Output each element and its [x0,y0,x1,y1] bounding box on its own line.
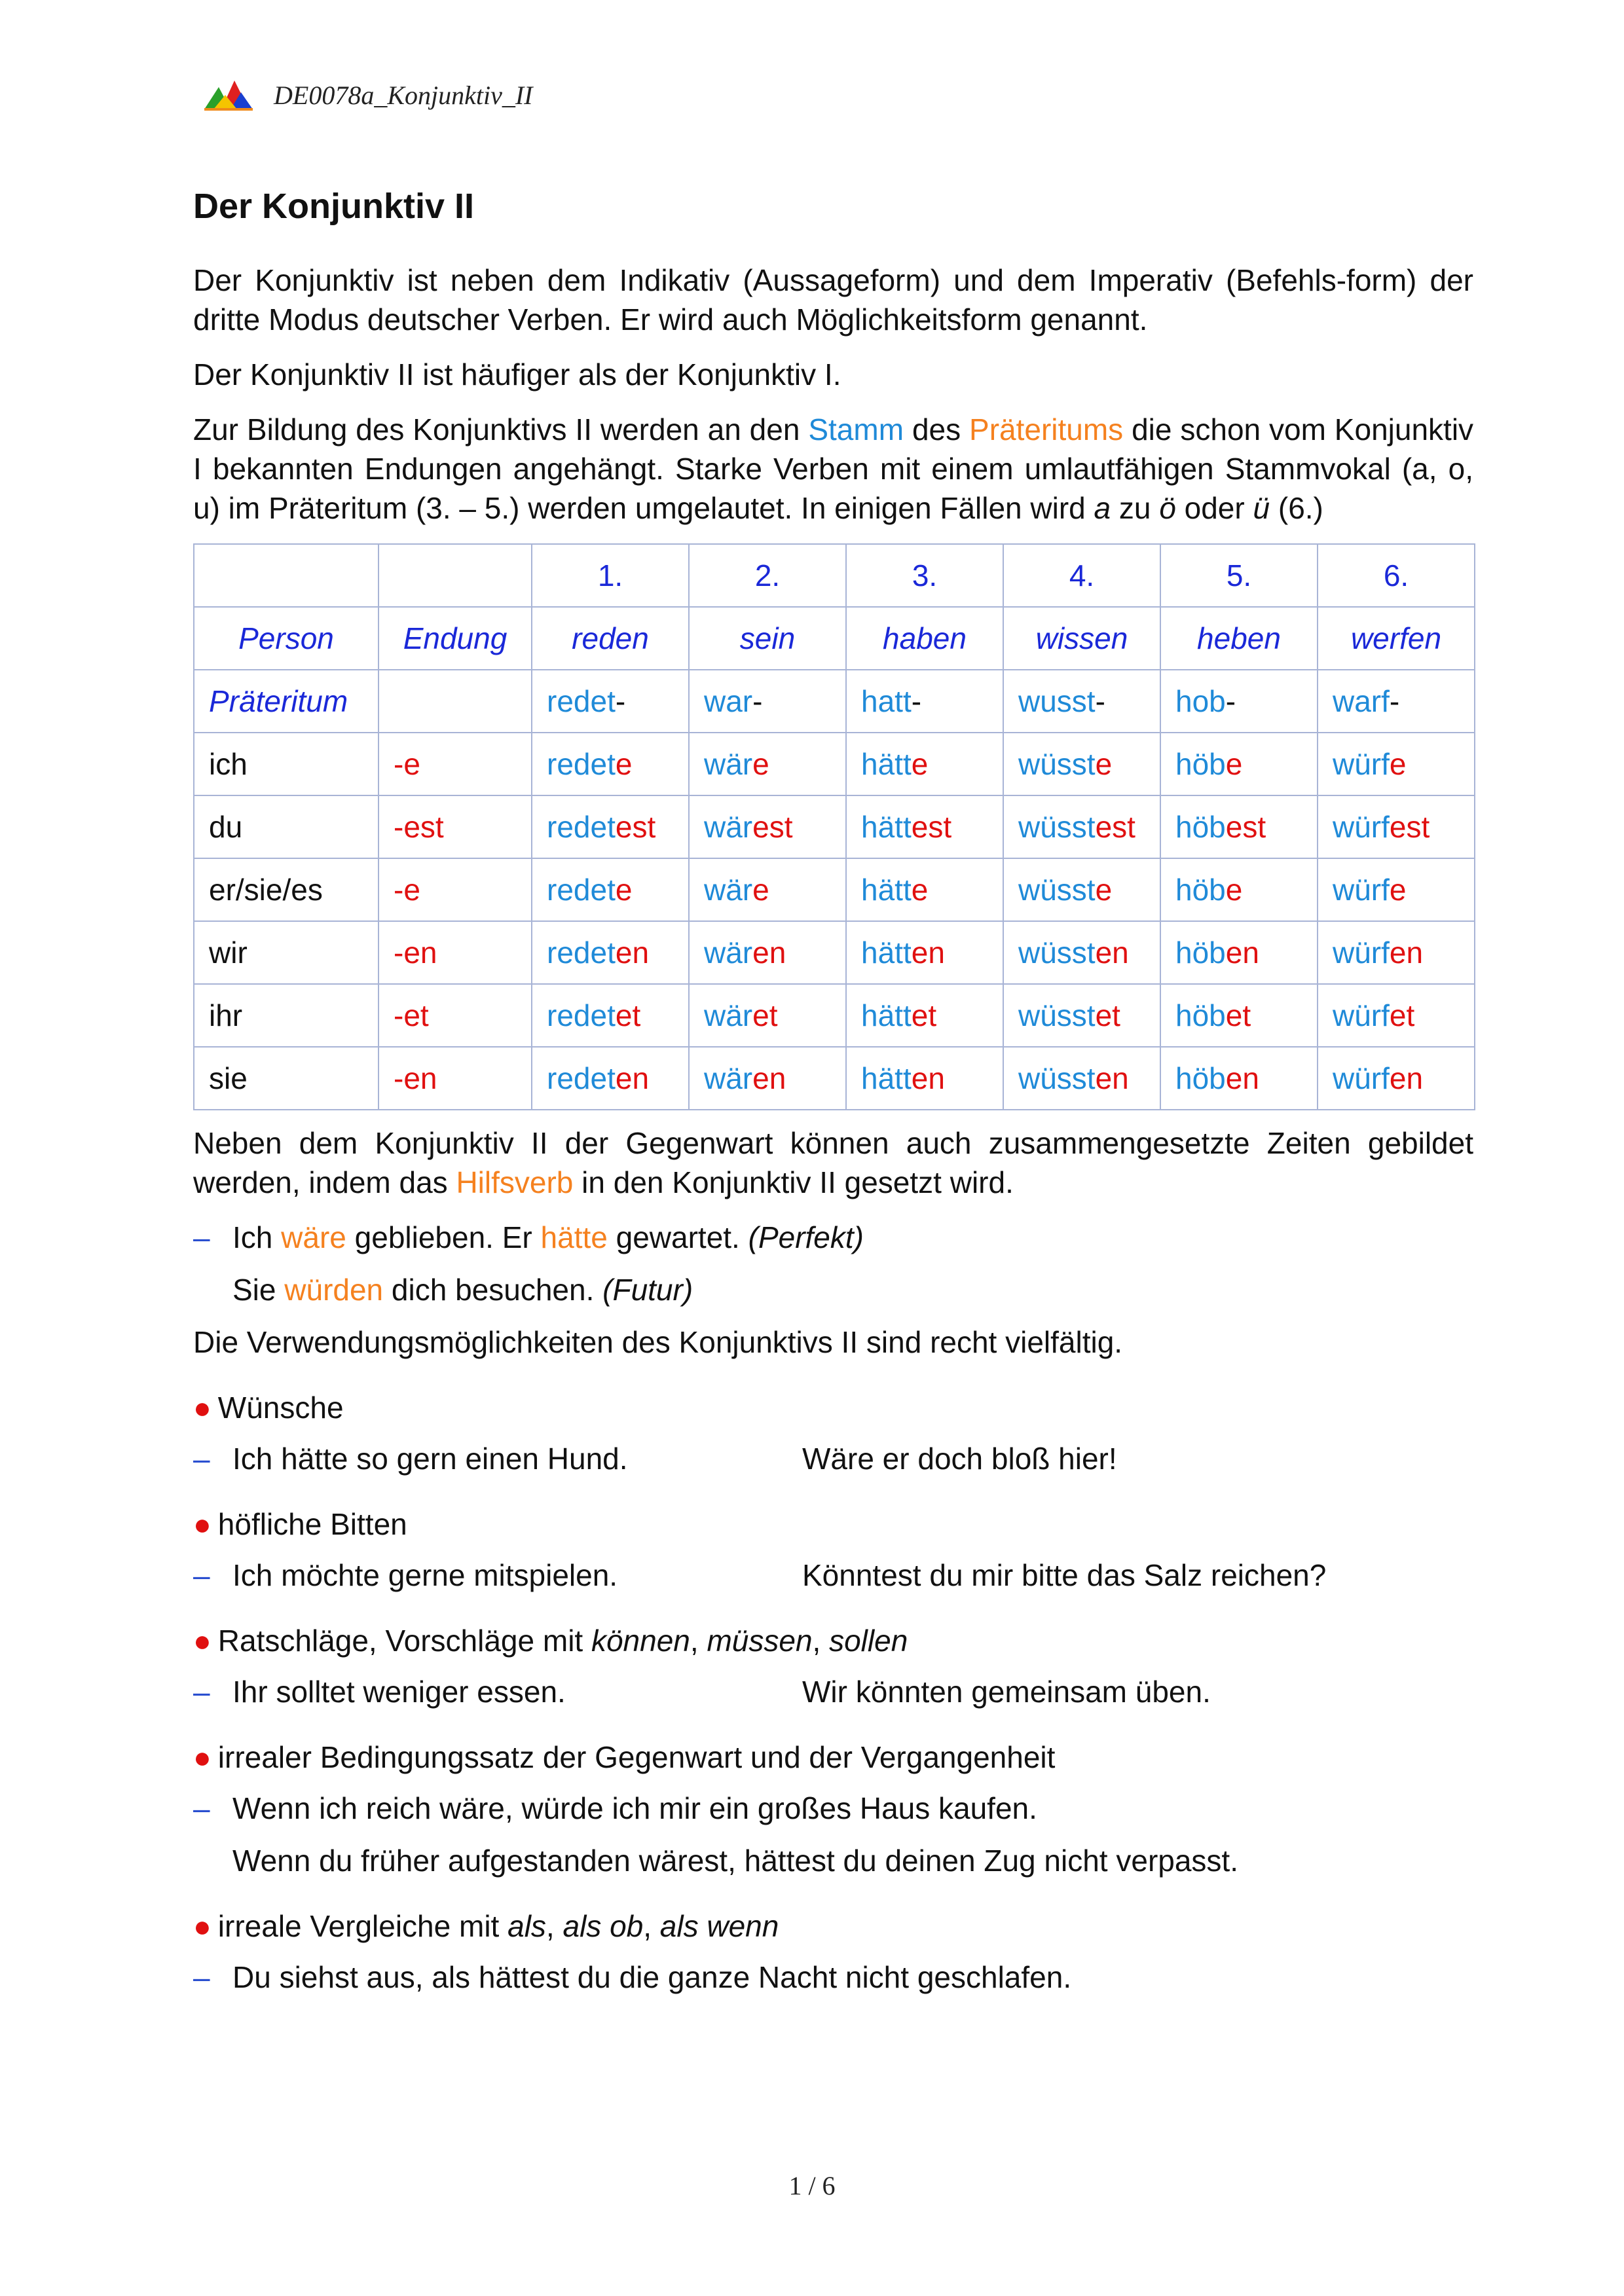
auxiliary-highlight: würden [284,1273,384,1307]
example-right: Wir könnten gemeinsam üben. [802,1675,1211,1709]
form-cell [1318,733,1475,795]
stem: höb [1175,747,1226,781]
header-file-title: DE0078a_Konjunktiv_II [274,80,533,110]
form-cell [689,921,846,984]
ending: et [1095,998,1120,1032]
colorful-mountain-logo-icon [203,78,254,112]
form-cell [532,733,689,795]
heading-text: höfliche Bitten [217,1507,407,1541]
dash-marker: – [193,1220,210,1254]
stem: hob [1175,684,1226,718]
stem: wüsst [1018,1061,1096,1095]
form-cell [532,984,689,1047]
ending: en [1225,936,1259,970]
dash-marker: – [193,1675,210,1709]
stem: würf [1333,873,1390,907]
form-cell [1318,921,1475,984]
stem: hätt [861,810,912,844]
ending: e [1389,873,1407,907]
example-right: Wäre er doch bloß hier! [802,1442,1117,1476]
bullet-icon: ● [193,1624,212,1658]
ending: est [615,810,656,844]
person-cell: sie [194,1047,378,1110]
table-row [194,921,1475,984]
ending: est [1095,810,1135,844]
stem: hätt [861,747,912,781]
stem: wüsst [1018,936,1096,970]
form-cell [1318,795,1475,858]
text-fragment: die schon vom Konjunktiv I bekannten Endungen angehängt. Starke Verben mit einem umlautfähigen Stammvokal (a, o, u) im Präteritum (3. – 5.) werden umgelautet. In einigen Fällen wird [193,412,1474,525]
stem: hatt [861,684,912,718]
table-number: 5. [1160,544,1318,607]
page-number: 1 / 6 [788,2171,836,2200]
text-fragment: des [912,412,961,446]
heading-text: Ratschläge, Vorschläge mit [217,1624,583,1658]
text-fragment: gewartet. [616,1220,740,1254]
ending: e [752,873,769,907]
stem: wär [704,998,753,1032]
stem: warf [1333,684,1390,718]
stem: würf [1333,1061,1390,1095]
text-fragment: Sie [232,1273,276,1307]
example-right: Könntest du mir bitte das Salz reichen? [802,1558,1327,1592]
modal-verb: müssen [707,1624,813,1658]
auxiliary-highlight: wäre [281,1220,346,1254]
table-row [194,858,1475,921]
ending: et [615,998,641,1032]
separator: , [690,1624,699,1658]
stem: war [704,684,753,718]
stem: würf [1333,998,1390,1032]
ending: e [1225,747,1243,781]
bullet-icon: ● [193,1391,212,1425]
praeteritum-stem-cell [1003,670,1160,733]
separator: , [812,1624,821,1658]
stem: würf [1333,747,1390,781]
ending: en [752,936,786,970]
form-cell [1318,984,1475,1047]
stem: höb [1175,936,1226,970]
form-cell [1318,1047,1475,1110]
row-label-praeteritum: Präteritum [194,670,378,733]
example-perfekt [193,1218,1473,1257]
auxiliary-highlight: hätte [540,1220,608,1254]
table-number: 1. [532,544,689,607]
ending: en [911,936,945,970]
person-cell: wir [194,921,378,984]
stem: wusst [1018,684,1096,718]
heading-text: Wünsche [217,1391,344,1425]
ending: e [615,873,633,907]
verb-infinitive: wissen [1003,607,1160,670]
ending: et [1225,998,1251,1032]
example-text: Du siehst aus, als hättest du die ganze Nacht nicht geschlafen. [232,1960,1072,1994]
usage-heading-comparison [193,1906,1473,1946]
ending: e [752,747,769,781]
table-row-verbs [194,607,1475,670]
stem: wär [704,1061,753,1095]
form-cell [532,858,689,921]
table-number: 6. [1318,544,1475,607]
form-cell [846,921,1003,984]
form-cell [1160,733,1318,795]
table-number: 3. [846,544,1003,607]
text-fragment: geblieben. Er [354,1220,532,1254]
ending: en [752,1061,786,1095]
form-cell [1160,1047,1318,1110]
verb-infinitive: reden [532,607,689,670]
stem: wüsst [1018,747,1096,781]
text-fragment: (6.) [1278,491,1323,525]
ending: et [911,998,937,1032]
stem: hätt [861,873,912,907]
ending: e [911,747,929,781]
form-cell [689,795,846,858]
page-title: Der Konjunktiv II [193,187,475,226]
example-left: Ich möchte gerne mitspielen. [232,1558,618,1592]
form-cell [1160,858,1318,921]
table-number: 2. [689,544,846,607]
usage-heading-wishes [193,1388,1473,1427]
example-text: Wenn du früher aufgestanden wärest, hättest du deinen Zug nicht verpasst. [232,1844,1238,1878]
table-number: 4. [1003,544,1160,607]
stem: würf [1333,936,1390,970]
form-cell [1160,984,1318,1047]
verb-infinitive: haben [846,607,1003,670]
intro-paragraph-1: Der Konjunktiv ist neben dem Indikativ (Aussageform) und dem Imperativ (Befehls-form) der dritte Modus deutscher Verben. Er wird auch Möglichkeitsform genannt. [193,263,1473,337]
stem: redet [547,810,616,844]
verb-infinitive: werfen [1318,607,1475,670]
person-cell: ich [194,733,378,795]
intro-paragraph-3 [193,410,1473,528]
text-fragment: dich besuchen. [391,1273,595,1307]
stem: höb [1175,1061,1226,1095]
table-row-numbers [194,544,1475,607]
form-cell [1318,858,1475,921]
ending: en [1389,1061,1424,1095]
usage-example-wishes [193,1439,1473,1478]
usage-example-advice [193,1672,1473,1711]
stem: höb [1175,873,1226,907]
stem: hätt [861,936,912,970]
example-futur [193,1270,1473,1309]
verb-infinitive: heben [1160,607,1318,670]
form-cell [846,795,1003,858]
page-header [203,75,533,115]
stem: wär [704,747,753,781]
stem-hyphen: - [615,684,626,718]
stem: wär [704,810,753,844]
intro-paragraph-2: Der Konjunktiv II ist häufiger als der Konjunktiv I. [193,357,841,392]
praeteritum-stem-cell [846,670,1003,733]
tense-label: (Futur) [602,1273,693,1307]
stem: wär [704,936,753,970]
example-left: Ihr solltet weniger essen. [232,1675,566,1709]
person-cell: er/sie/es [194,858,378,921]
form-cell [689,1047,846,1110]
dash-marker: – [193,1442,210,1476]
ending: en [615,936,650,970]
table-cell-empty [378,670,532,733]
usage-intro: Die Verwendungsmöglichkeiten des Konjunktivs II sind recht vielfältig. [193,1325,1123,1359]
dash-marker: – [193,1960,210,1994]
ending-cell: -e [378,858,532,921]
ending: e [1095,873,1113,907]
usage-example-requests [193,1556,1473,1595]
form-cell [532,921,689,984]
heading-text: irreale Vergleiche mit [217,1909,500,1943]
form-cell [1003,921,1160,984]
form-cell [846,1047,1003,1110]
modal-verb: sollen [829,1624,908,1658]
separator: , [643,1909,652,1943]
praeteritum-highlight: Präteritums [969,412,1124,446]
stem: wüsst [1018,810,1096,844]
stem: wüsst [1018,873,1096,907]
text-fragment: oder [1184,491,1245,525]
vowel-o-umlaut: ö [1159,491,1176,525]
modal-verb: können [591,1624,690,1658]
example-text: Wenn ich reich wäre, würde ich mir ein großes Haus kaufen. [232,1791,1037,1825]
ending: est [911,810,952,844]
text-fragment: Neben dem Konjunktiv II der Gegenwart können auch zusammengesetzte Zeiten gebildet werden, indem das [193,1126,1473,1199]
ending: en [615,1061,650,1095]
bullet-icon: ● [193,1507,212,1541]
usage-example-conditional-1 [193,1789,1473,1828]
compound-tense-paragraph [193,1123,1473,1202]
ending: est [752,810,793,844]
ending: en [911,1061,945,1095]
ending-cell: -en [378,921,532,984]
form-cell [1003,858,1160,921]
stem-hyphen: - [1389,684,1400,718]
stem: höb [1175,810,1226,844]
conjunction: als [507,1909,546,1943]
conjunction: als wenn [659,1909,779,1943]
text-fragment: Ich [232,1220,273,1254]
conjunction: als ob [563,1909,644,1943]
main-content [193,183,1473,2010]
form-cell [689,858,846,921]
form-cell [1003,795,1160,858]
heading-text: irrealer Bedingungssatz der Gegenwart und der Vergangenheit [217,1740,1056,1774]
ending: e [1389,747,1407,781]
text-fragment: Zur Bildung des Konjunktivs II werden an den [193,412,800,446]
stem-hyphen: - [1095,684,1105,718]
praeteritum-stem-cell [1160,670,1318,733]
stem: wär [704,873,753,907]
dash-marker: – [193,1558,210,1592]
form-cell [532,795,689,858]
form-cell [1003,733,1160,795]
ending: e [615,747,633,781]
ending: e [1225,873,1243,907]
table-cell-empty [378,544,532,607]
stem: würf [1333,810,1390,844]
table-cell-empty [194,544,378,607]
ending: en [1095,936,1129,970]
stem-hyphen: - [752,684,763,718]
verb-infinitive: sein [689,607,846,670]
ending: en [1095,1061,1129,1095]
form-cell [846,733,1003,795]
usage-example-conditional-2 [193,1841,1473,1880]
stem-hyphen: - [911,684,922,718]
form-cell [846,984,1003,1047]
stem-hyphen: - [1225,684,1236,718]
tense-label: (Perfekt) [748,1220,864,1254]
hilfsverb-highlight: Hilfsverb [456,1165,574,1199]
stem: redet [547,1061,616,1095]
ending: en [1225,1061,1259,1095]
column-header-person: Person [194,607,378,670]
ending-cell: -e [378,733,532,795]
table-row [194,795,1475,858]
form-cell [1003,984,1160,1047]
ending-cell: -en [378,1047,532,1110]
stamm-highlight: Stamm [808,412,904,446]
conjugation-table [193,543,1475,1110]
ending: e [911,873,929,907]
bullet-icon: ● [193,1909,212,1943]
form-cell [532,1047,689,1110]
usage-example-comparison [193,1958,1473,1997]
table-row [194,733,1475,795]
stem: redet [547,684,616,718]
ending: est [1389,810,1430,844]
ending: et [1389,998,1415,1032]
bullet-icon: ● [193,1740,212,1774]
ending: e [1095,747,1113,781]
ending: en [1389,936,1424,970]
form-cell [1160,795,1318,858]
ending-cell: -est [378,795,532,858]
stem: redet [547,936,616,970]
usage-heading-advice [193,1621,1473,1660]
stem: höb [1175,998,1226,1032]
separator: , [545,1909,555,1943]
stem: hätt [861,1061,912,1095]
stem: redet [547,747,616,781]
table-row-praeteritum [194,670,1475,733]
praeteritum-stem-cell [532,670,689,733]
praeteritum-stem-cell [1318,670,1475,733]
usage-heading-requests [193,1504,1473,1544]
stem: redet [547,998,616,1032]
table-row [194,984,1475,1047]
person-cell: ihr [194,984,378,1047]
stem: redet [547,873,616,907]
person-cell: du [194,795,378,858]
text-fragment: in den Konjunktiv II gesetzt wird. [581,1165,1014,1199]
form-cell [1003,1047,1160,1110]
text-fragment: zu [1118,491,1151,525]
vowel-a: a [1094,491,1111,525]
table-row [194,1047,1475,1110]
vowel-u-umlaut: ü [1253,491,1270,525]
stem: hätt [861,998,912,1032]
column-header-endung: Endung [378,607,532,670]
stem: wüsst [1018,998,1096,1032]
ending: et [752,998,778,1032]
ending-cell: -et [378,984,532,1047]
praeteritum-stem-cell [689,670,846,733]
ending: est [1225,810,1266,844]
form-cell [1160,921,1318,984]
form-cell [689,733,846,795]
example-left: Ich hätte so gern einen Hund. [232,1442,628,1476]
dash-marker: – [193,1791,210,1825]
usage-heading-conditional [193,1738,1473,1777]
form-cell [689,984,846,1047]
form-cell [846,858,1003,921]
